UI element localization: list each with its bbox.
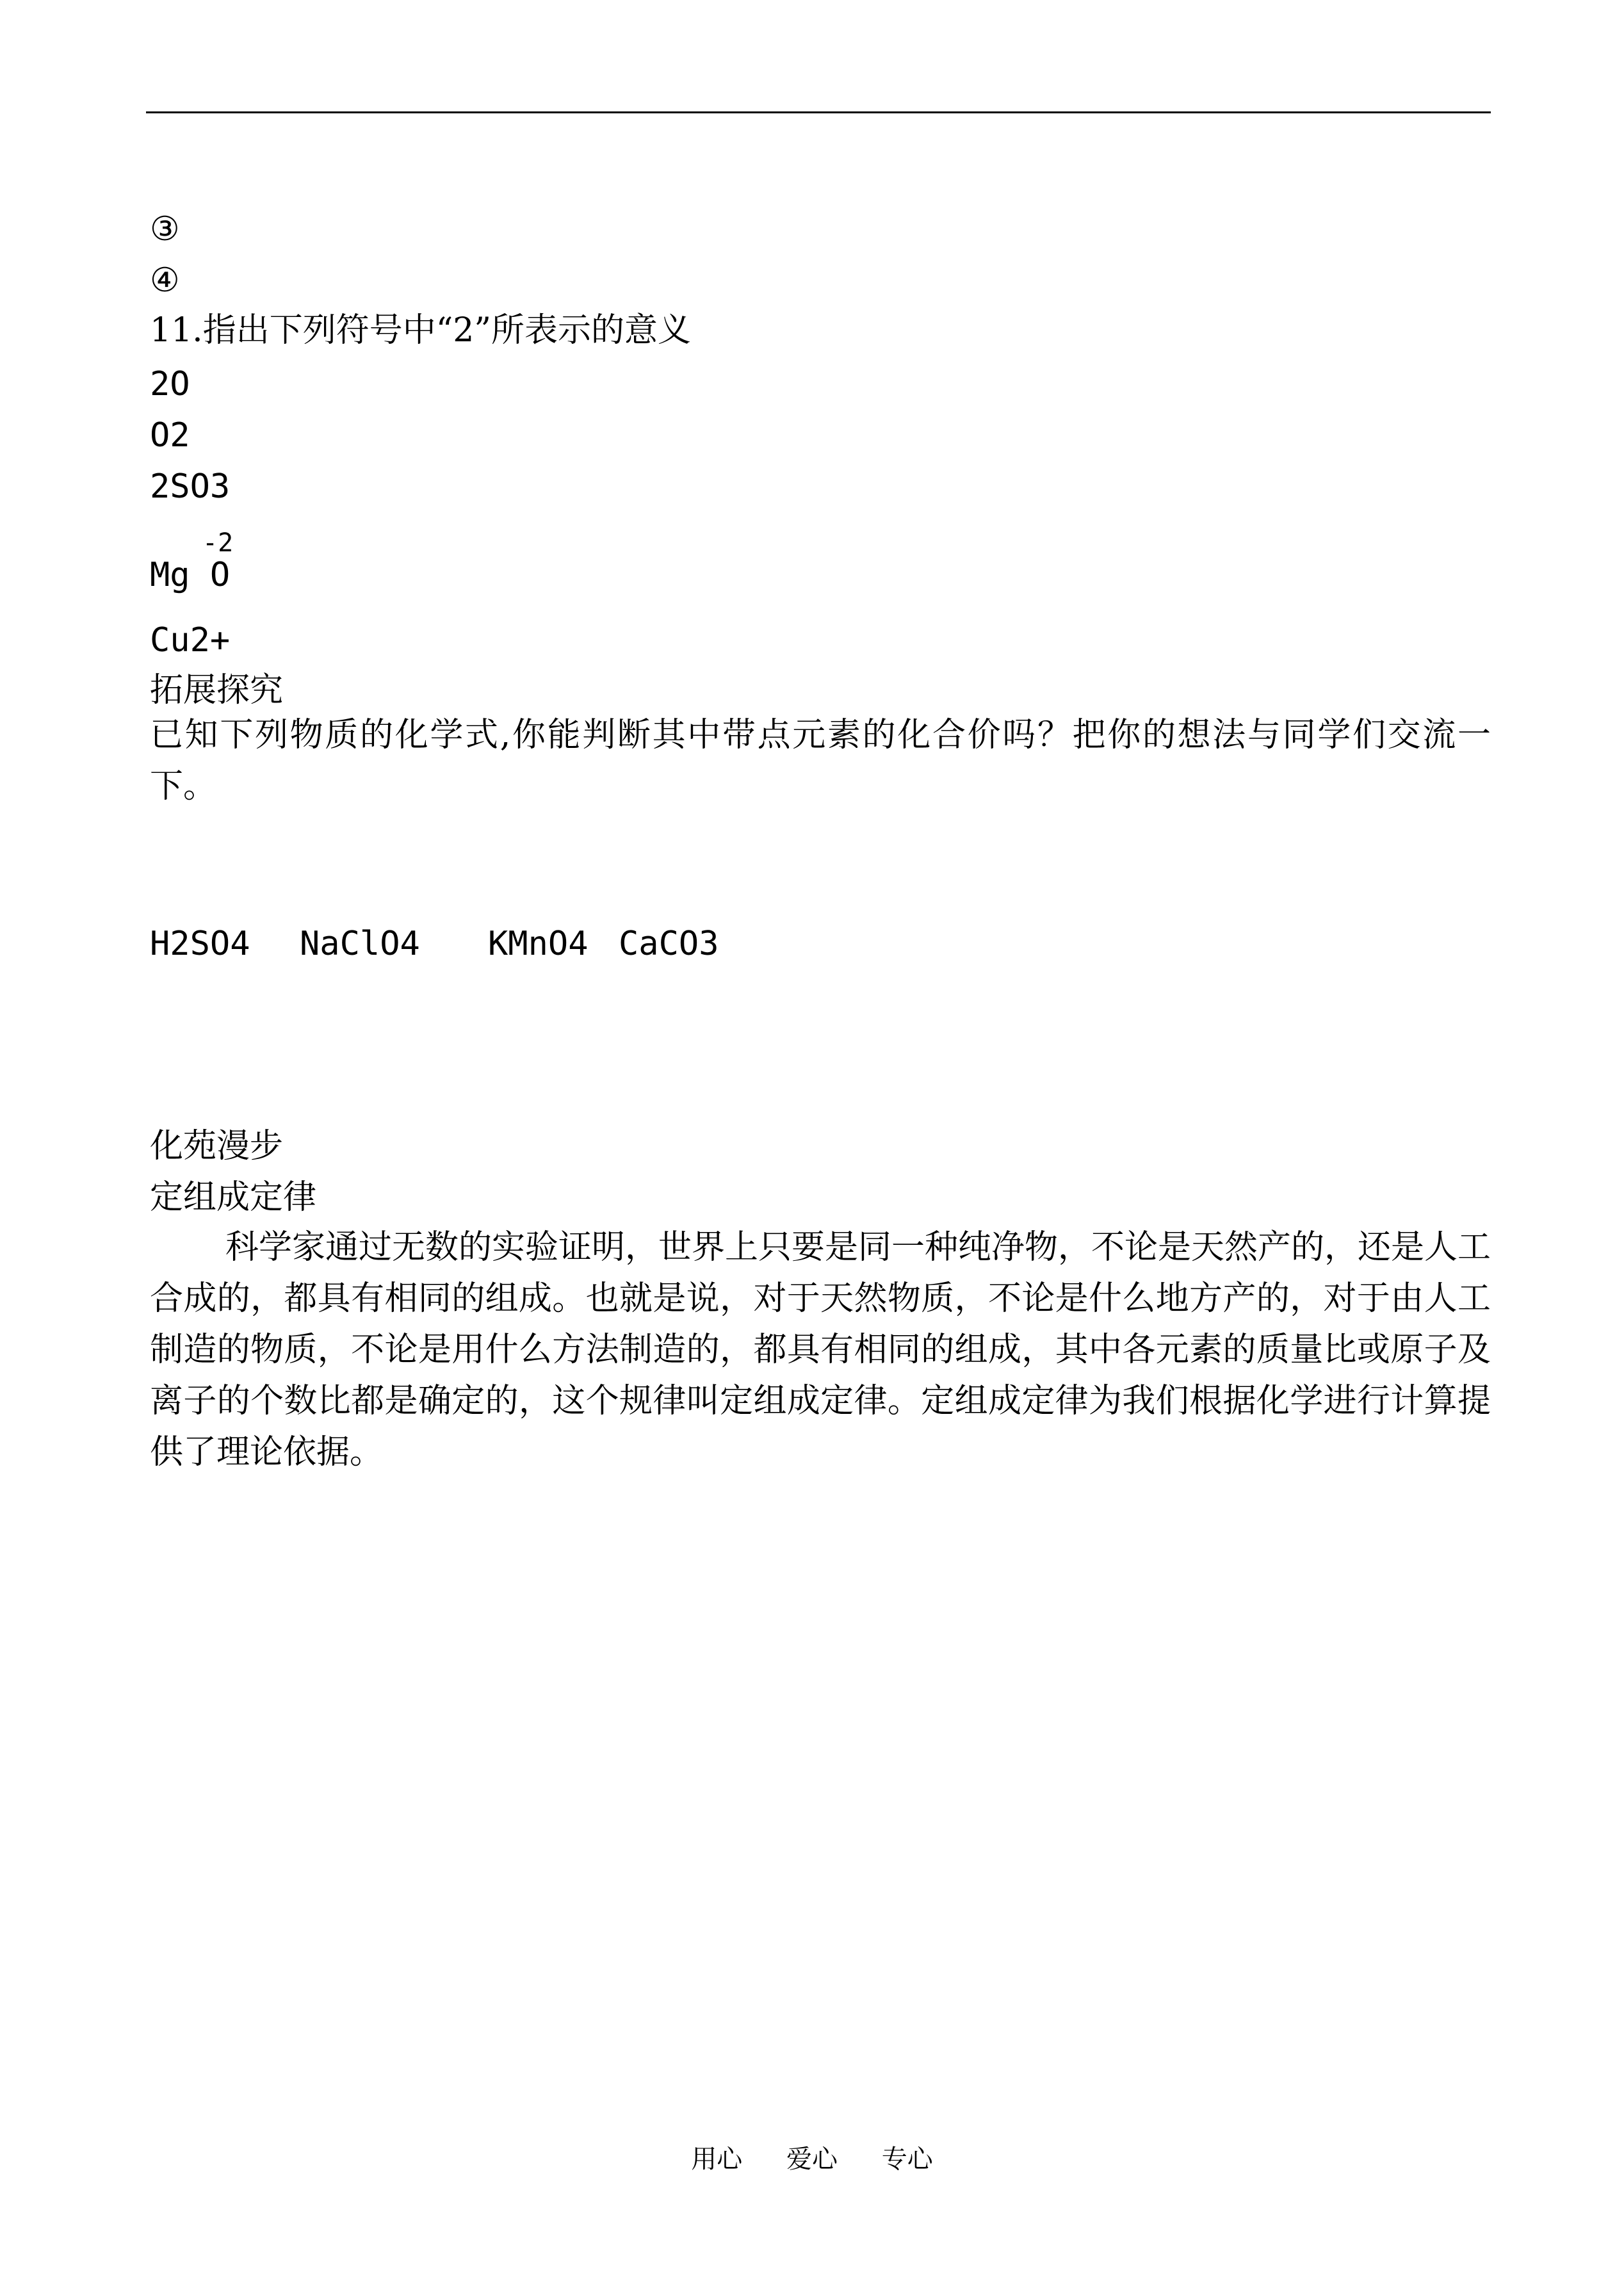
formula-kmno4: KMnO4 xyxy=(488,925,589,963)
header-rule xyxy=(146,111,1491,113)
page-footer xyxy=(0,2146,1624,2172)
formula-naclo4: NaClO4 xyxy=(300,925,420,963)
reading-title: 定组成定律 xyxy=(150,1178,317,1217)
formula-h2so4: H2SO4 xyxy=(150,925,250,963)
footer-part-1: 用心 xyxy=(691,2145,743,2174)
symbol-o2: O2 xyxy=(150,416,190,455)
footer-part-2: 爱心 xyxy=(786,2145,838,2174)
symbol-mgo-valence: -2 xyxy=(202,528,234,558)
footer-part-3: 专心 xyxy=(881,2145,933,2174)
reading-body: 科学家通过无数的实验证明，世界上只要是同一种纯净物，不论是天然产的，还是人工合成的，都具有相同的组成。也就是说，对于天然物质，不论是什么地方产的，对于由人工制造的物质，不论是用什么方法制造的，都具有相同的组成，其中各元素的质量比或原子及离子的个数比都是确定的，这个规律叫定组成定律。定组成定律为我们根据化学进行计算提供了理论依据。 xyxy=(150,1228,1491,1472)
question-11: 11.指出下列符号中“2”所表示的意义 xyxy=(150,311,691,350)
symbol-cu2plus: Cu2+ xyxy=(150,621,231,660)
item-circled-4: ④ xyxy=(150,261,180,300)
item-circled-3: ③ xyxy=(150,210,180,248)
reading-section-title: 化苑漫步 xyxy=(150,1127,284,1165)
extension-text: 已知下列物质的化学式,你能判断其中带点元素的化合价吗？把你的想法与同学们交流一下。 xyxy=(150,716,1491,806)
symbol-mgo: Mg O xyxy=(150,556,231,594)
extension-title: 拓展探究 xyxy=(150,671,284,710)
symbol-2o: 2O xyxy=(150,365,190,403)
symbol-2so3: 2SO3 xyxy=(150,467,231,506)
formula-caco3: CaCO3 xyxy=(619,925,719,963)
